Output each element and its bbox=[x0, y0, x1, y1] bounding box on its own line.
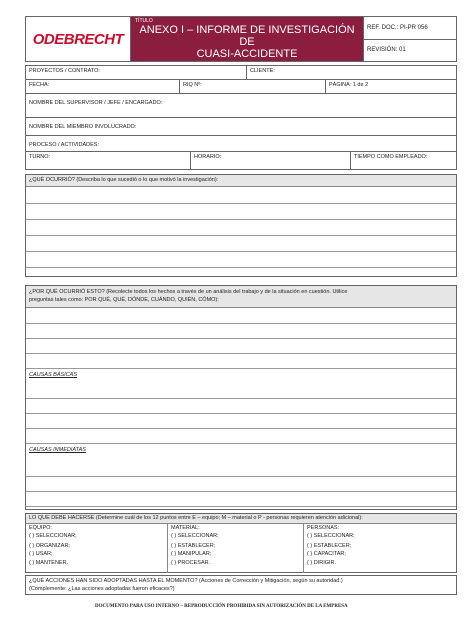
turno-field[interactable]: TURNO: bbox=[26, 152, 191, 169]
personas-item[interactable]: ( ) ESTABLECER; bbox=[307, 543, 352, 549]
horario-field[interactable]: HORARIO: bbox=[191, 152, 351, 169]
acciones-line1: ¿QUÉ ACCIONES HAN SIDO ADOPTADAS HASTA EL MOMENTO? (Acciones de Corrección y Mitigación, según su autoridad.) bbox=[29, 578, 343, 584]
pagina-field: PÁGINA: 1 de 2 bbox=[329, 82, 369, 88]
section-que-ocurrio[interactable] bbox=[25, 174, 457, 277]
row-supervisor bbox=[25, 94, 457, 118]
section-lo-que-debe bbox=[25, 513, 457, 573]
personas-item[interactable]: ( ) DIRIGIR. bbox=[307, 560, 337, 566]
equipo-item[interactable]: ( ) ORGANIZAR; bbox=[29, 543, 70, 549]
personas-title: PERSONAS: bbox=[307, 525, 340, 531]
personas-column bbox=[304, 524, 456, 573]
title-line1: ANEXO I – INFORME DE INVESTIGACIÓN DE bbox=[139, 23, 355, 48]
cliente-field[interactable]: CLIENTE: bbox=[250, 68, 275, 74]
por-que-heading bbox=[26, 286, 456, 308]
causas-inmediatas-label: CAUSAS INMEDIATAS bbox=[29, 447, 86, 453]
que-ocurrio-heading: ¿QUÉ OCURRIÓ? (Describa lo que sucedió o lo que motivó la investigación): bbox=[26, 175, 456, 187]
row-fecha bbox=[25, 80, 457, 94]
miembro-field[interactable]: NOMBRE DEL MIEMBRO INVOLUCRADO: bbox=[29, 124, 137, 130]
causas-basicas-label: CAUSAS BÁSICAS bbox=[29, 372, 77, 378]
form-page bbox=[25, 16, 457, 595]
title-line2: CUASI-ACCIDENTE bbox=[196, 47, 298, 60]
row-miembro bbox=[25, 118, 457, 136]
section-acciones[interactable] bbox=[25, 575, 457, 595]
row-proceso bbox=[25, 136, 457, 152]
personas-item[interactable]: ( ) SELECCIONAR; bbox=[307, 533, 355, 539]
material-item[interactable]: ( ) SELECCIONAR; bbox=[171, 533, 219, 539]
material-item[interactable]: ( ) PROCESAR. bbox=[171, 560, 211, 566]
material-title: MATERIAL: bbox=[171, 525, 200, 531]
title-tag: TÍTULO bbox=[135, 18, 153, 24]
equipo-item[interactable]: ( ) MANTENER. bbox=[29, 560, 69, 566]
material-item[interactable]: ( ) MANIPULAR; bbox=[171, 551, 212, 557]
row-turno bbox=[25, 152, 457, 170]
company-logo: ODEBRECHT bbox=[26, 17, 131, 62]
supervisor-field[interactable]: NOMBRE DEL SUPERVISOR / JEFE / ENCARGADO: bbox=[29, 100, 163, 106]
personas-item[interactable]: ( ) CAPACITAR; bbox=[307, 551, 346, 557]
por-que-line1: ¿POR QUÉ OCURRIÓ ESTO? (Recolecte todos los hechos a través de un análisis del trabajo y de la situación en cuestión. Utilice bbox=[29, 289, 348, 295]
material-column bbox=[168, 524, 304, 573]
header-table bbox=[25, 16, 457, 62]
lo-que-debe-heading: LO QUE DEBE HACERSE (Determine cuál de los 12 puntos entre E – equipo; M – material o P - personas requieren atención adicional): bbox=[26, 514, 456, 524]
equipo-item[interactable]: ( ) SELECCIONAR; bbox=[29, 533, 77, 539]
por-que-line2: preguntas tales como: POR QUÉ, QUÉ, DÓNDE, CUÁNDO, QUIÉN, CÓMO): bbox=[29, 297, 219, 303]
tiempo-field[interactable]: TIEMPO COMO EMPLEADO: bbox=[354, 154, 428, 160]
material-item[interactable]: ( ) ESTABLECER; bbox=[171, 543, 216, 549]
riq-field[interactable]: RIQ Nº: bbox=[180, 80, 326, 93]
proceso-field[interactable]: PROCESO / ACTIVIDADES: bbox=[29, 142, 99, 148]
equipo-item[interactable]: ( ) USAR; bbox=[29, 551, 53, 557]
equipo-column bbox=[26, 524, 168, 573]
ref-doc: REF. DOC.: PI-PR 056 bbox=[364, 17, 457, 40]
revision: REVISIÓN: 01 bbox=[364, 39, 457, 62]
checklist-columns bbox=[26, 524, 456, 573]
acciones-line2: (Complemente: ¿Las acciones adoptadas fueron eficaces?) bbox=[29, 586, 175, 592]
row-proyectos bbox=[25, 65, 457, 80]
title-block bbox=[131, 17, 364, 62]
equipo-title: EQUIPO: bbox=[29, 525, 52, 531]
fecha-field[interactable]: FECHA: bbox=[26, 80, 180, 93]
footer-notice: DOCUMENTO PARA USO INTERNO – REPRODUCCIÓN PROHIBIDA SIN AUTORIZACIÓN DE LA EMPRESA bbox=[95, 604, 348, 609]
proyectos-field[interactable]: PROYECTOS / CONTRATO: bbox=[26, 66, 247, 79]
section-por-que[interactable] bbox=[25, 285, 457, 510]
